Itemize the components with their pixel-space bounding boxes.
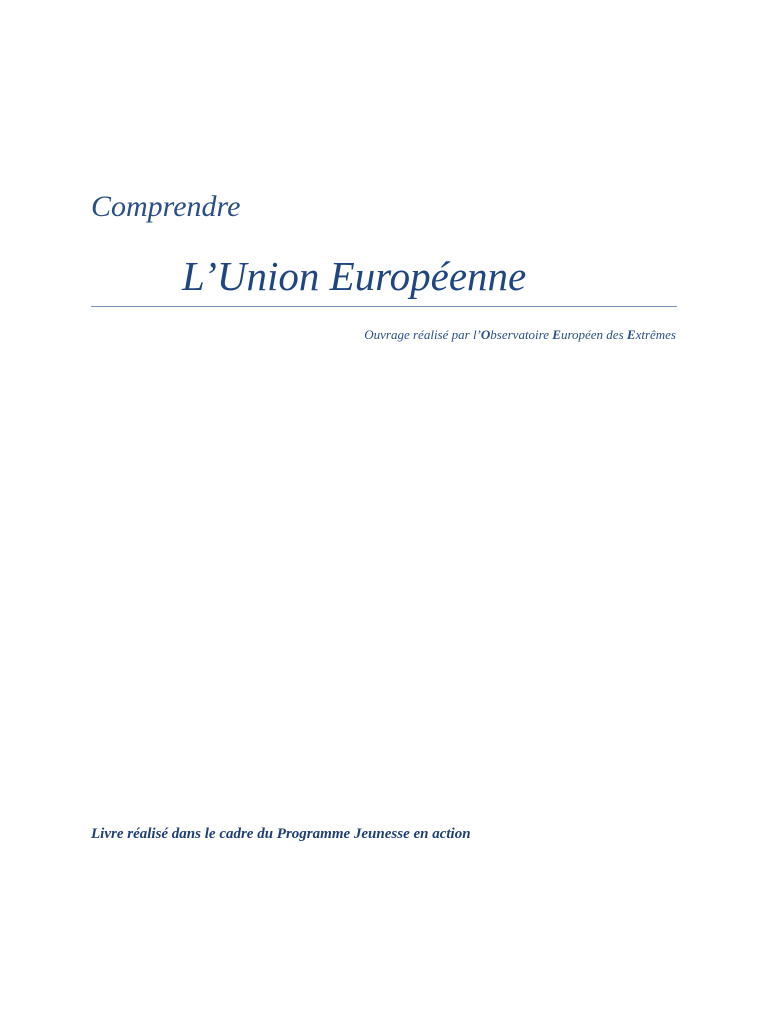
credit-word-extremes: xtrêmes <box>635 327 676 342</box>
credit-word-europeen: uropéen des <box>560 327 627 342</box>
credit-initial-e1: E <box>552 327 561 342</box>
title-divider <box>91 306 677 307</box>
programme-note: Livre réalisé dans le cadre du Programme Jeunesse en action <box>91 826 471 842</box>
page-title: L’Union Européenne <box>182 253 527 299</box>
supertitle: Comprendre <box>91 190 241 223</box>
credit-initial-o: O <box>480 327 491 342</box>
credit-prefix: Ouvrage réalisé par l’ <box>364 327 481 342</box>
author-credit <box>364 327 676 343</box>
credit-initial-e2: E <box>626 327 636 342</box>
credit-word-observatoire: bservatoire <box>490 327 553 342</box>
